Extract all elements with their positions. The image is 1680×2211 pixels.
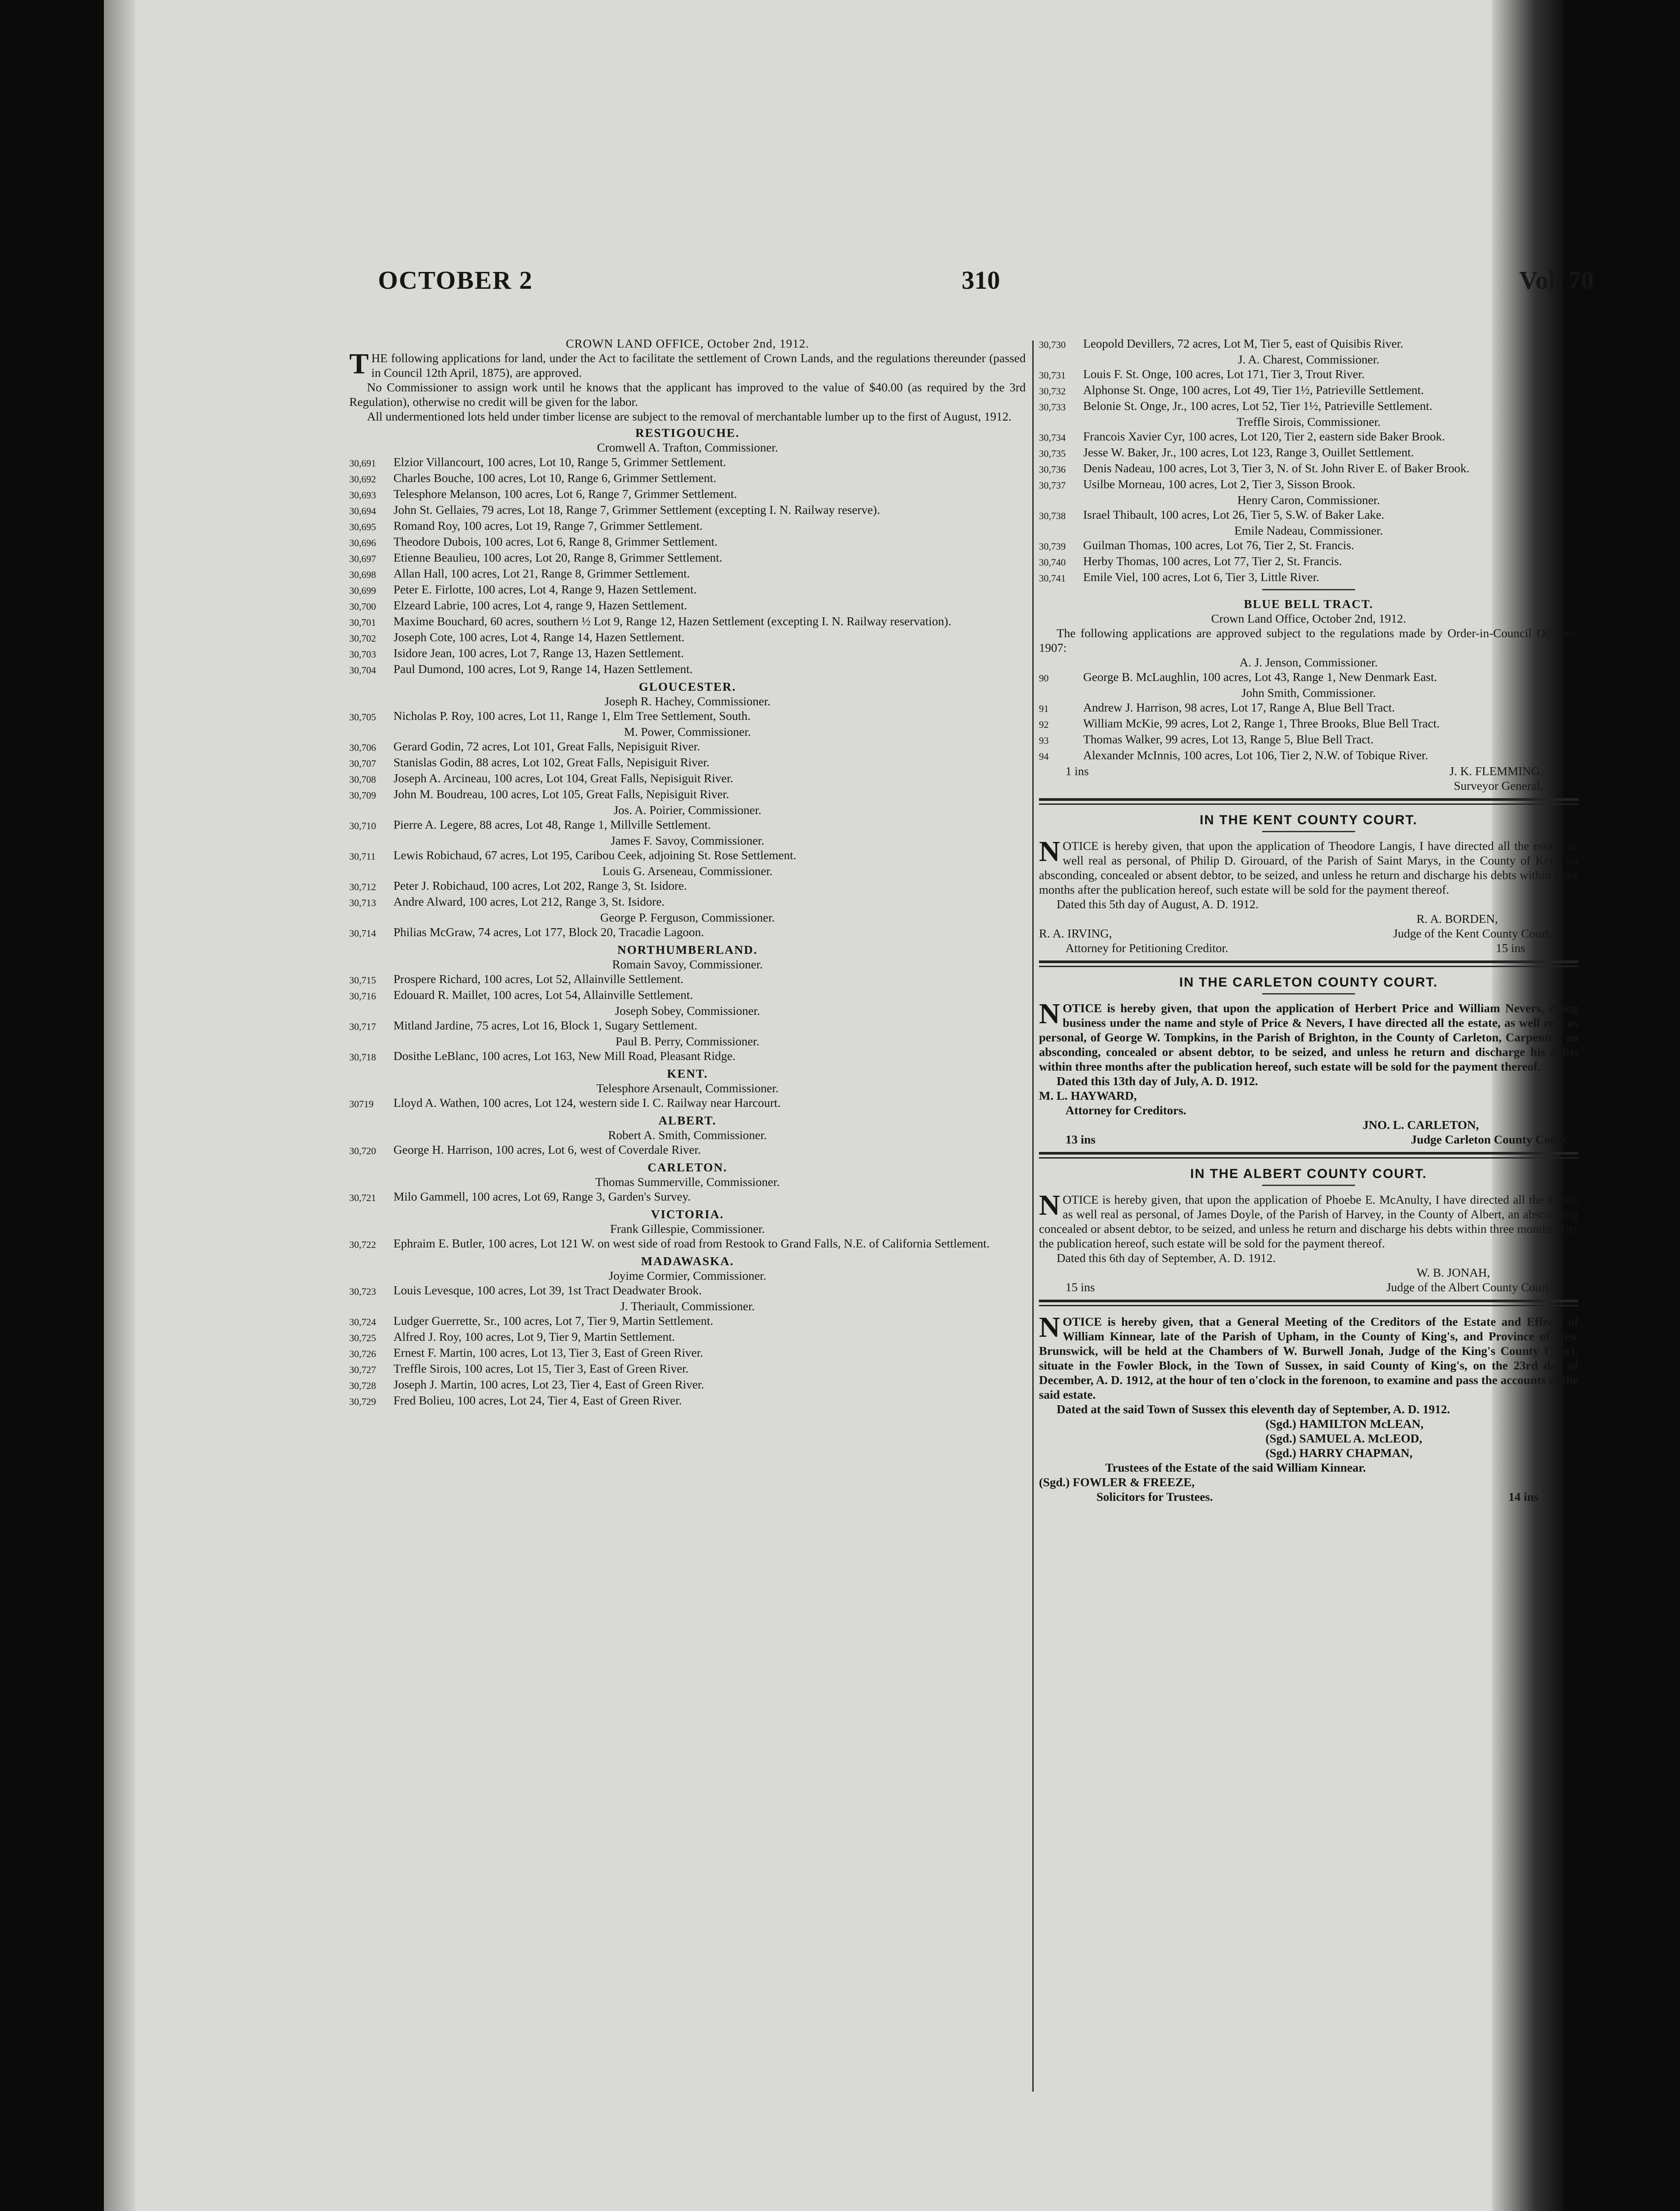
commissioner-line: M. Power, Commissioner. <box>624 725 751 738</box>
application-text: Gerard Godin, 72 acres, Lot 101, Great Falls, Nepisiguit River. <box>393 739 700 753</box>
application-number: 30,734 <box>1039 432 1066 443</box>
application-text: Prospere Richard, 100 acres, Lot 52, Allainville Settlement. <box>393 972 684 986</box>
albert-court-row <box>1039 1280 1578 1294</box>
drop-cap: N <box>1039 835 1060 868</box>
section-albert: ALBERT. <box>658 1113 717 1127</box>
madawaska-list <box>349 1268 1026 1409</box>
application-entry <box>1039 732 1578 748</box>
page-gutter-shadow <box>104 0 135 2211</box>
application-number: 30,741 <box>1039 573 1066 584</box>
application-entry <box>1039 538 1578 554</box>
section-rule-thin <box>1039 1157 1578 1159</box>
application-text: Etienne Beaulieu, 100 acres, Lot 20, Range 8, Grimmer Settlement. <box>393 551 722 564</box>
kent-court-title: IN THE KENT COUNTY COURT. <box>1199 813 1418 827</box>
kent-court-attorney-title: Attorney for Petitioning Creditor. <box>1065 941 1229 955</box>
albert-court-title: IN THE ALBERT COUNTY COURT. <box>1190 1167 1427 1181</box>
drop-cap: N <box>1039 998 1060 1030</box>
application-text: Peter E. Firlotte, 100 acres, Lot 4, Range 9, Hazen Settlement. <box>393 582 697 596</box>
application-entry <box>349 1236 1026 1252</box>
application-number: 30,708 <box>349 774 376 785</box>
application-entry <box>1039 669 1578 685</box>
carleton-court-notice <box>1039 998 1578 1074</box>
kent-court-row2 <box>1039 941 1578 955</box>
volume-number: Vol. 70 <box>1519 266 1594 295</box>
application-number: 93 <box>1039 735 1049 746</box>
application-text: Israel Thibault, 100 acres, Lot 26, Tier 5, S.W. of Baker Lake. <box>1083 508 1385 521</box>
application-text: Andrew J. Harrison, 98 acres, Lot 17, Range A, Blue Bell Tract. <box>1083 700 1395 714</box>
application-text: Dosithe LeBlanc, 100 acres, Lot 163, New Mill Road, Pleasant Ridge. <box>393 1049 736 1063</box>
application-text: Telesphore Melanson, 100 acres, Lot 6, Range 7, Grimmer Settlement. <box>393 487 737 501</box>
section-rule-thin <box>1039 966 1578 967</box>
application-number: 30,710 <box>349 820 376 831</box>
application-text: Lloyd A. Wathen, 100 acres, Lot 124, western side I. C. Railway near Harcourt. <box>393 1096 781 1109</box>
application-number: 30,733 <box>1039 402 1066 413</box>
short-rule <box>1262 589 1355 590</box>
application-entry <box>349 771 1026 787</box>
application-text: Mitland Jardine, 75 acres, Lot 16, Block 1, Sugary Settlement. <box>393 1018 698 1032</box>
page-number: 310 <box>962 266 1000 295</box>
blue-bell-list <box>1039 655 1578 764</box>
right-column <box>1039 336 1578 1504</box>
application-entry <box>1039 507 1578 523</box>
application-number: 94 <box>1039 751 1049 762</box>
commissioner-line: Romain Savoy, Commissioner. <box>612 957 763 971</box>
application-entry <box>349 1329 1026 1345</box>
application-text: Ludger Guerrette, Sr., 100 acres, Lot 7, Tier 9, Martin Settlement. <box>393 1314 714 1327</box>
commissioner-line: Telesphore Arsenault, Commissioner. <box>596 1081 779 1095</box>
header-date: OCTOBER 2 <box>378 266 533 295</box>
application-entry <box>349 1018 1026 1034</box>
left-column <box>349 336 1026 1409</box>
application-text: Pierre A. Legere, 88 acres, Lot 48, Range 1, Millville Settlement. <box>393 818 711 831</box>
application-text: Andre Alward, 100 acres, Lot 212, Range 3, St. Isidore. <box>393 895 665 908</box>
application-entry <box>349 848 1026 864</box>
application-text: Usilbe Morneau, 100 acres, Lot 2, Tier 3, Sisson Brook. <box>1083 477 1355 491</box>
section-rule <box>1039 798 1578 801</box>
application-number: 91 <box>1039 703 1049 714</box>
section-gloucester: GLOUCESTER. <box>639 680 736 693</box>
application-text: Treffle Sirois, 100 acres, Lot 15, Tier 3, East of Green River. <box>393 1362 689 1375</box>
application-number: 30,715 <box>349 975 376 986</box>
application-text: Francois Xavier Cyr, 100 acres, Lot 120, Tier 2, eastern side Baker Brook. <box>1083 429 1445 443</box>
commissioner-line: Paul B. Perry, Commissioner. <box>615 1034 760 1048</box>
application-number: 30,731 <box>1039 370 1066 381</box>
application-text: Philias McGraw, 74 acres, Lot 177, Block 20, Tracadie Lagoon. <box>393 925 704 939</box>
section-blue-bell: BLUE BELL TRACT. <box>1244 597 1374 611</box>
application-entry <box>349 582 1026 598</box>
application-entry <box>1039 383 1578 398</box>
carleton-court-judge-title: Judge Carleton County Court. <box>1410 1132 1569 1146</box>
application-text: Thomas Walker, 99 acres, Lot 13, Range 5, Blue Bell Tract. <box>1083 732 1374 746</box>
kent-court-ins: 15 ins <box>1496 941 1525 955</box>
kent-court-notice <box>1039 835 1578 897</box>
madawaska-continued-list <box>1039 336 1578 585</box>
application-number: 30,729 <box>349 1396 376 1407</box>
albert-court-notice <box>1039 1189 1578 1251</box>
commissioner-line: A. J. Jenson, Commissioner. <box>1239 655 1378 669</box>
crown-timber: All undermentioned lots held under timber license are subject to the removal of merchantable lumber up to the first of August, 1912. <box>367 409 1012 423</box>
application-entry <box>349 925 1026 941</box>
meeting-row <box>1039 1489 1578 1504</box>
kent-list <box>349 1081 1026 1111</box>
meeting-sig-1: (Sgd.) HAMILTON McLEAN, <box>1265 1417 1424 1431</box>
albert-court-ins: 15 ins <box>1065 1280 1095 1294</box>
application-number: 30,735 <box>1039 448 1066 459</box>
application-entry <box>1039 570 1578 585</box>
application-number: 30,697 <box>349 553 376 564</box>
blue-bell-signer-title: Surveyor General. <box>1454 779 1543 792</box>
application-entry <box>1039 398 1578 414</box>
application-entry <box>349 662 1026 677</box>
application-number: 30,695 <box>349 521 376 532</box>
kent-court-judge: R. A. BORDEN, <box>1417 912 1498 926</box>
section-carleton: CARLETON. <box>647 1160 728 1174</box>
application-number: 30,699 <box>349 585 376 596</box>
application-number: 90 <box>1039 673 1049 684</box>
section-madawaska: MADAWASKA. <box>641 1254 734 1268</box>
application-text: Louis Levesque, 100 acres, Lot 39, 1st Tract Deadwater Brook. <box>393 1283 702 1297</box>
carleton-court-body: OTICE is hereby given, that upon the application of Herbert Price and William Nevers, doing business under the name and style of Price & Nevers, I have directed all the estate, as well real as personal, of George W. Tompkins, in the Parish of Brighton, in the County of Carleton, Carpenter, an absconding, concealed or absent debtor, to be seized, and unless he return and discharge his debts within three months after the publication hereof, such estate will be sold for the payment thereof. <box>1039 1001 1578 1073</box>
application-text: William McKie, 99 acres, Lot 2, Range 1, Three Brooks, Blue Bell Tract. <box>1083 716 1440 730</box>
application-entry <box>349 817 1026 833</box>
meeting-solicitors-title: Solicitors for Trustees. <box>1096 1490 1213 1503</box>
meeting-trustees: Trustees of the Estate of the said William Kinnear. <box>1105 1461 1366 1474</box>
application-number: 30,698 <box>349 569 376 580</box>
application-text: Charles Bouche, 100 acres, Lot 10, Range 6, Grimmer Settlement. <box>393 471 717 485</box>
blue-bell-sign-row <box>1039 764 1578 778</box>
application-number: 30,705 <box>349 711 376 723</box>
blue-bell-office: Crown Land Office, October 2nd, 1912. <box>1211 612 1406 625</box>
application-text: Nicholas P. Roy, 100 acres, Lot 11, Range 1, Elm Tree Settlement, South. <box>393 709 751 723</box>
application-text: Ernest F. Martin, 100 acres, Lot 13, Tier 3, East of Green River. <box>393 1346 703 1359</box>
application-number: 30,701 <box>349 617 376 628</box>
application-entry <box>349 1393 1026 1409</box>
section-rule <box>1039 1300 1578 1302</box>
application-text: Elzeard Labrie, 100 acres, Lot 4, range 9, Hazen Settlement. <box>393 598 687 612</box>
application-entry <box>349 1377 1026 1393</box>
application-text: George H. Harrison, 100 acres, Lot 6, west of Coverdale River. <box>393 1143 701 1156</box>
application-entry <box>349 1283 1026 1299</box>
application-number: 30,691 <box>349 458 376 469</box>
application-text: Fred Bolieu, 100 acres, Lot 24, Tier 4, East of Green River. <box>393 1393 682 1407</box>
application-number: 30,718 <box>349 1052 376 1063</box>
application-number: 30,702 <box>349 633 376 644</box>
commissioner-line: Joseph R. Hachey, Commissioner. <box>604 694 771 708</box>
application-text: Allan Hall, 100 acres, Lot 21, Range 8, Grimmer Settlement. <box>393 566 690 580</box>
application-number: 30,692 <box>349 474 376 485</box>
application-number: 92 <box>1039 719 1049 730</box>
commissioner-line: James F. Savoy, Commissioner. <box>611 834 764 847</box>
application-number: 30,726 <box>349 1348 376 1359</box>
application-entry <box>349 972 1026 987</box>
application-text: Jesse W. Baker, Jr., 100 acres, Lot 123, Range 3, Ouillet Settlement. <box>1083 445 1414 459</box>
application-entry <box>349 598 1026 614</box>
carleton-court-title: IN THE CARLETON COUNTY COURT. <box>1179 975 1438 990</box>
application-text: Paul Dumond, 100 acres, Lot 9, Range 14, Hazen Settlement. <box>393 662 693 676</box>
application-number: 30,737 <box>1039 480 1066 491</box>
application-entry <box>349 1345 1026 1361</box>
section-victoria: VICTORIA. <box>651 1207 724 1221</box>
application-entry <box>349 614 1026 630</box>
application-entry <box>349 1361 1026 1377</box>
application-text: John M. Boudreau, 100 acres, Lot 105, Great Falls, Nepisiguit River. <box>393 787 729 801</box>
application-number: 30,709 <box>349 790 376 801</box>
application-entry <box>349 502 1026 518</box>
column-divider <box>1032 340 1034 2092</box>
application-number: 30,725 <box>349 1332 376 1343</box>
application-entry <box>1039 700 1578 716</box>
application-entry <box>1039 716 1578 732</box>
commissioner-line: Treffle Sirois, Commissioner. <box>1237 415 1381 428</box>
application-number: 30,717 <box>349 1021 376 1032</box>
application-number: 30,739 <box>1039 541 1066 552</box>
application-text: Joseph A. Arcineau, 100 acres, Lot 104, Great Falls, Nepisiguit River. <box>393 771 733 785</box>
commissioner-line: Emile Nadeau, Commissioner. <box>1234 524 1383 537</box>
application-text: Herby Thomas, 100 acres, Lot 77, Tier 2, St. Francis. <box>1083 554 1342 568</box>
kent-court-body: OTICE is hereby given, that upon the application of Theodore Langis, I have directed all the estate, as well real as personal, of Philip D. Girouard, of the Parish of Saint Marys, in the County of Kent, an absconding, concealed or absent debtor, to be seized, and unless he return and discharge his debts within three months after the publication hereof, such estate will be sold for the payment thereof. <box>1039 839 1578 896</box>
application-number: 30,694 <box>349 505 376 516</box>
restigouche-list <box>349 440 1026 677</box>
section-northumberland: NORTHUMBERLAND. <box>617 943 758 956</box>
crown-title: CROWN LAND OFFICE, October 2nd, 1912. <box>565 337 809 350</box>
application-entry <box>1039 336 1578 352</box>
application-entry <box>349 1313 1026 1329</box>
application-entry <box>349 534 1026 550</box>
commissioner-line: Robert A. Smith, Commissioner. <box>608 1128 767 1142</box>
application-number: 30,722 <box>349 1239 376 1250</box>
section-rule <box>1039 1152 1578 1155</box>
application-number: 30,738 <box>1039 510 1066 521</box>
blue-bell-ins: 1 ins <box>1065 764 1089 778</box>
section-restigouche: RESTIGOUCHE. <box>635 426 740 440</box>
application-text: Alfred J. Roy, 100 acres, Lot 9, Tier 9, Martin Settlement. <box>393 1330 675 1343</box>
application-text: Denis Nadeau, 100 acres, Lot 3, Tier 3, N. of St. John River E. of Baker Brook. <box>1083 461 1470 475</box>
application-text: Leopold Devillers, 72 acres, Lot M, Tier 5, east of Quisibis River. <box>1083 337 1404 350</box>
application-entry <box>349 646 1026 662</box>
application-number: 30,711 <box>349 851 376 862</box>
application-number: 30,713 <box>349 897 376 908</box>
commissioner-line: Henry Caron, Commissioner. <box>1237 493 1380 507</box>
application-entry <box>349 755 1026 771</box>
meeting-sig-3: (Sgd.) HARRY CHAPMAN, <box>1265 1446 1413 1460</box>
meeting-solicitors: (Sgd.) FOWLER & FREEZE, <box>1039 1475 1195 1489</box>
application-entry <box>349 471 1026 486</box>
application-number: 30,728 <box>349 1380 376 1391</box>
albert-court-judge-title: Judge of the Albert County Court. <box>1386 1280 1552 1294</box>
kent-court-judge-title: Judge of the Kent County Court. <box>1393 926 1552 940</box>
carleton-court-attorney: M. L. HAYWARD, <box>1039 1089 1137 1102</box>
application-number: 30,740 <box>1039 557 1066 568</box>
drop-cap: N <box>1039 1311 1060 1343</box>
application-number: 30,696 <box>349 537 376 548</box>
application-number: 30719 <box>349 1098 374 1109</box>
commissioner-line: Joseph Sobey, Commissioner. <box>615 1004 760 1018</box>
application-number: 30,724 <box>349 1316 376 1327</box>
application-text: Alexander McInnis, 100 acres, Lot 106, Tier 2, N.W. of Tobique River. <box>1083 748 1428 762</box>
application-text: Lewis Robichaud, 67 acres, Lot 195, Caribou Ceek, adjoining St. Rose Settlement. <box>393 848 797 862</box>
application-text: Emile Viel, 100 acres, Lot 6, Tier 3, Little River. <box>1083 570 1320 584</box>
commissioner-line: George P. Ferguson, Commissioner. <box>600 910 775 924</box>
application-entry <box>349 566 1026 582</box>
application-text: Louis F. St. Onge, 100 acres, Lot 171, Tier 3, Trout River. <box>1083 367 1365 381</box>
application-entry <box>349 1095 1026 1111</box>
application-entry <box>1039 461 1578 477</box>
application-number: 30,704 <box>349 665 376 676</box>
commissioner-line: Thomas Summerville, Commissioner. <box>595 1175 780 1189</box>
application-text: Alphonse St. Onge, 100 acres, Lot 49, Tier 1½, Patrieville Settlement. <box>1083 383 1424 397</box>
carleton-court-dated: Dated this 13th day of July, A. D. 1912. <box>1057 1074 1258 1088</box>
kent-court-row <box>1039 926 1578 941</box>
application-number: 30,714 <box>349 928 376 939</box>
northumberland-list <box>349 957 1026 1064</box>
application-entry <box>349 894 1026 910</box>
application-number: 30,700 <box>349 601 376 612</box>
meeting-sig-2: (Sgd.) SAMUEL A. McLEOD, <box>1265 1431 1422 1445</box>
crown-intro: HE following applications for land, under the Act to facilitate the settlement of Crown Lands, and the regulations thereunder (passed in Council 12th April, 1875), are approved. <box>371 351 1026 379</box>
application-text: Milo Gammell, 100 acres, Lot 69, Range 3, Garden's Survey. <box>393 1190 691 1203</box>
application-text: Belonie St. Onge, Jr., 100 acres, Lot 52, Tier 1½, Patrieville Settlement. <box>1083 399 1432 413</box>
blue-bell-intro: The following applications are approved subject to the regulations made by Order-in-Council October, 1907: <box>1039 626 1578 654</box>
commissioner-line: John Smith, Commissioner. <box>1241 686 1376 700</box>
application-text: George B. McLaughlin, 100 acres, Lot 43, Range 1, New Denmark East. <box>1083 670 1437 684</box>
kent-court-attorney: R. A. IRVING, <box>1039 926 1112 940</box>
crown-note: No Commissioner to assign work until he knows that the applicant has improved to the value of $40.00 (as required by the 3rd Regulation), otherwise no credit will be given for the labor. <box>349 380 1026 409</box>
application-entry <box>349 787 1026 803</box>
section-rule-thin <box>1039 803 1578 805</box>
crown-intro-block <box>349 348 1026 380</box>
albert-court-judge: W. B. JONAH, <box>1417 1266 1490 1279</box>
albert-court-dated: Dated this 6th day of September, A. D. 1912. <box>1057 1251 1276 1265</box>
application-number: 30,703 <box>349 649 376 660</box>
kent-court-dated: Dated this 5th day of August, A. D. 1912. <box>1057 897 1259 911</box>
short-rule <box>1262 831 1355 832</box>
application-text: John St. Gellaies, 79 acres, Lot 18, Range 7, Grimmer Settlement (excepting I. N. Railway reserve). <box>393 503 880 516</box>
application-text: Elzior Villancourt, 100 acres, Lot 10, Range 5, Grimmer Settlement. <box>393 455 726 469</box>
blue-bell-signer: J. K. FLEMMING, <box>1449 764 1543 778</box>
application-number: 30,693 <box>349 490 376 501</box>
application-entry <box>349 486 1026 502</box>
meeting-body: OTICE is hereby given, that a General Meeting of the Creditors of the Estate and Effects of William Kinnear, late of the Parish of Upham, in the County of King's, and Province of New Brunswick, will be held at the Chambers of W. Burwell Jonah, Judge of the King's County Court, situate in the Fowler Block, in the Town of Sussex, in said County of King's, on the 23rd day of December, A. D. 1912, at the hour of ten o'clock in the forenoon, to examine and pass the accounts of the said estate. <box>1039 1315 1578 1401</box>
application-text: Isidore Jean, 100 acres, Lot 7, Range 13, Hazen Settlement. <box>393 646 684 660</box>
application-number: 30,712 <box>349 881 376 892</box>
scanned-page <box>104 0 1594 2211</box>
albert-list <box>349 1128 1026 1158</box>
application-number: 30,723 <box>349 1286 376 1297</box>
application-text: Edouard R. Maillet, 100 acres, Lot 54, Allainville Settlement. <box>393 988 693 1002</box>
application-text: Stanislas Godin, 88 acres, Lot 102, Great Falls, Nepisiguit River. <box>393 755 710 769</box>
application-text: Ephraim E. Butler, 100 acres, Lot 121 W. on west side of road from Restook to Grand Falls, N.E. of California Settlement. <box>393 1236 990 1250</box>
application-number: 30,720 <box>349 1145 376 1156</box>
application-text: Guilman Thomas, 100 acres, Lot 76, Tier 2, St. Francis. <box>1083 538 1354 552</box>
application-entry <box>1039 748 1578 764</box>
application-entry <box>1039 367 1578 383</box>
meeting-dated: Dated at the said Town of Sussex this eleventh day of September, A. D. 1912. <box>1057 1402 1450 1416</box>
application-entry <box>349 1142 1026 1158</box>
carleton-court-attorney-title: Attorney for Creditors. <box>1065 1103 1187 1117</box>
commissioner-line: Cromwell A. Trafton, Commissioner. <box>597 440 778 454</box>
meeting-ins: 14 ins <box>1508 1490 1539 1503</box>
application-number: 30,730 <box>1039 339 1066 350</box>
meeting-notice <box>1039 1311 1578 1402</box>
carleton-court-row <box>1039 1132 1578 1147</box>
application-entry <box>349 878 1026 894</box>
application-entry <box>349 630 1026 646</box>
application-text: Peter J. Robichaud, 100 acres, Lot 202, Range 3, St. Isidore. <box>393 879 687 892</box>
application-entry <box>349 455 1026 471</box>
commissioner-line: J. Theriault, Commissioner. <box>620 1299 755 1313</box>
application-entry <box>1039 429 1578 445</box>
application-text: Joseph J. Martin, 100 acres, Lot 23, Tier 4, East of Green River. <box>393 1377 704 1391</box>
albert-court-body: OTICE is hereby given, that upon the application of Phoebe E. McAnulty, I have directed all the estate, as well real as personal, of James Doyle, of the Parish of Harvey, in the County of Albert, an absconding concealed or absent debtor, to be seized, and unless he return and discharge his debts within three months after the publication hereof, such estate will be sold for the payment thereof. <box>1039 1193 1578 1250</box>
commissioner-line: Louis G. Arseneau, Commissioner. <box>602 864 773 878</box>
application-entry <box>1039 477 1578 493</box>
drop-cap: N <box>1039 1189 1060 1221</box>
gloucester-list <box>349 694 1026 941</box>
application-text: Romand Roy, 100 acres, Lot 19, Range 7, Grimmer Settlement. <box>393 519 703 532</box>
commissioner-line: Frank Gillespie, Commissioner. <box>610 1222 765 1236</box>
application-number: 30,736 <box>1039 464 1066 475</box>
application-number: 30,716 <box>349 991 376 1002</box>
application-entry <box>1039 445 1578 461</box>
application-number: 30,727 <box>349 1364 376 1375</box>
section-rule <box>1039 960 1578 963</box>
application-entry <box>1039 554 1578 570</box>
section-kent: KENT. <box>667 1067 708 1080</box>
application-text: Maxime Bouchard, 60 acres, southern ½ Lot 9, Range 12, Hazen Settlement (excepting I. N. Railway reservation). <box>393 614 951 628</box>
carleton-list <box>349 1174 1026 1205</box>
commissioner-line: Jos. A. Poirier, Commissioner. <box>613 803 762 817</box>
carleton-court-ins: 13 ins <box>1065 1132 1096 1146</box>
application-entry <box>349 550 1026 566</box>
section-rule-thin <box>1039 1305 1578 1306</box>
commissioner-line: Joyime Cormier, Commissioner. <box>608 1269 767 1282</box>
short-rule <box>1262 1185 1355 1186</box>
application-entry <box>349 1048 1026 1064</box>
application-text: Joseph Cote, 100 acres, Lot 4, Range 14, Hazen Settlement. <box>393 630 685 644</box>
application-text: Theodore Dubois, 100 acres, Lot 6, Range 8, Grimmer Settlement. <box>393 535 718 548</box>
victoria-list <box>349 1221 1026 1252</box>
application-entry <box>349 1189 1026 1205</box>
carleton-court-judge: JNO. L. CARLETON, <box>1363 1118 1479 1132</box>
application-number: 30,732 <box>1039 386 1066 397</box>
application-entry <box>349 518 1026 534</box>
page-header <box>378 265 1594 305</box>
short-rule <box>1262 993 1355 995</box>
application-number: 30,721 <box>349 1192 376 1203</box>
application-entry <box>349 987 1026 1003</box>
application-entry <box>349 739 1026 755</box>
commissioner-line: J. A. Charest, Commissioner. <box>1237 352 1380 366</box>
application-entry <box>349 708 1026 724</box>
application-number: 30,707 <box>349 758 376 769</box>
drop-cap: T <box>349 348 369 380</box>
application-number: 30,706 <box>349 742 376 753</box>
